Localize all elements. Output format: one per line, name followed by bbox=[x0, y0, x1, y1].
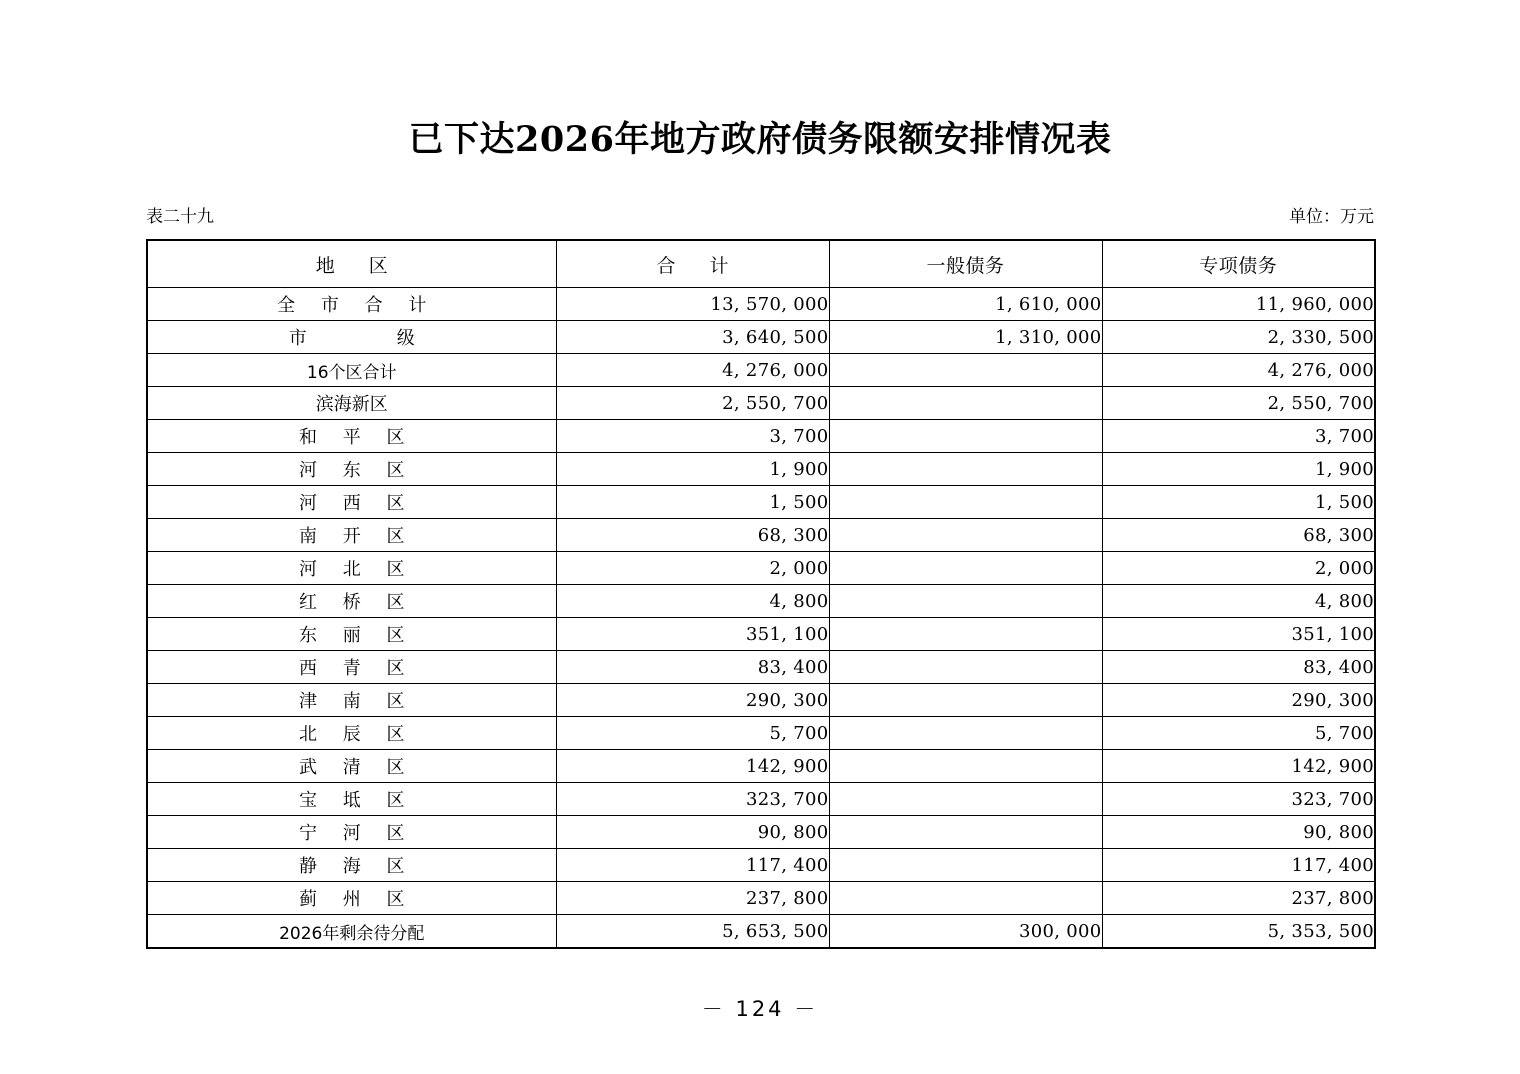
region-label: 和 平 区 bbox=[299, 427, 415, 448]
region-label: 西 青 区 bbox=[299, 658, 415, 679]
cell-general-debt: 300, 000 bbox=[829, 915, 1102, 949]
table-label: 表二十九 bbox=[146, 207, 214, 227]
cell-general-debt: 1, 310, 000 bbox=[829, 321, 1102, 354]
cell-region bbox=[147, 585, 556, 618]
table-row bbox=[147, 882, 1375, 915]
cell-special-debt: 5, 700 bbox=[1102, 717, 1375, 750]
table-row bbox=[147, 618, 1375, 651]
cell-total: 117, 400 bbox=[556, 849, 829, 882]
cell-total: 83, 400 bbox=[556, 651, 829, 684]
table-row bbox=[147, 321, 1375, 354]
cell-special-debt: 4, 276, 000 bbox=[1102, 354, 1375, 387]
cell-general-debt bbox=[829, 783, 1102, 816]
cell-general-debt bbox=[829, 750, 1102, 783]
cell-special-debt: 83, 400 bbox=[1102, 651, 1375, 684]
column-header-special-debt bbox=[1102, 240, 1375, 288]
cell-general-debt bbox=[829, 618, 1102, 651]
cell-region bbox=[147, 288, 556, 321]
region-label: 静 海 区 bbox=[299, 856, 415, 877]
region-label: 宝 坻 区 bbox=[299, 790, 415, 811]
region-label: 红 桥 区 bbox=[299, 592, 415, 613]
table-header-row bbox=[147, 240, 1375, 288]
region-label: 武 清 区 bbox=[299, 757, 415, 778]
cell-total: 3, 640, 500 bbox=[556, 321, 829, 354]
table-row bbox=[147, 387, 1375, 420]
cell-total: 90, 800 bbox=[556, 816, 829, 849]
region-label: 蓟 州 区 bbox=[299, 889, 415, 910]
page-title: 已下达2026年地方政府债务限额安排情况表 bbox=[408, 119, 1112, 160]
column-header-total bbox=[556, 240, 829, 288]
table-row bbox=[147, 750, 1375, 783]
column-header-total-label: 合 计 bbox=[656, 254, 743, 277]
table-row bbox=[147, 354, 1375, 387]
region-label: 全 市 合 计 bbox=[277, 295, 437, 316]
cell-special-debt: 2, 000 bbox=[1102, 552, 1375, 585]
cell-total: 2, 550, 700 bbox=[556, 387, 829, 420]
cell-region bbox=[147, 816, 556, 849]
region-label: 津 南 区 bbox=[299, 691, 415, 712]
cell-general-debt bbox=[829, 585, 1102, 618]
region-label: 河 北 区 bbox=[299, 559, 415, 580]
cell-general-debt bbox=[829, 717, 1102, 750]
cell-special-debt: 4, 800 bbox=[1102, 585, 1375, 618]
cell-general-debt bbox=[829, 552, 1102, 585]
debt-limit-table-container bbox=[146, 239, 1374, 949]
cell-special-debt: 290, 300 bbox=[1102, 684, 1375, 717]
cell-region bbox=[147, 486, 556, 519]
table-row bbox=[147, 651, 1375, 684]
cell-general-debt bbox=[829, 486, 1102, 519]
region-label: 16个区合计 bbox=[306, 362, 397, 383]
cell-special-debt: 117, 400 bbox=[1102, 849, 1375, 882]
table-header bbox=[147, 240, 1375, 288]
table-row bbox=[147, 849, 1375, 882]
cell-special-debt: 237, 800 bbox=[1102, 882, 1375, 915]
table-row bbox=[147, 816, 1375, 849]
cell-region bbox=[147, 783, 556, 816]
cell-region bbox=[147, 618, 556, 651]
cell-special-debt: 351, 100 bbox=[1102, 618, 1375, 651]
cell-total: 4, 800 bbox=[556, 585, 829, 618]
table-row bbox=[147, 717, 1375, 750]
table-row bbox=[147, 288, 1375, 321]
debt-limit-table bbox=[146, 239, 1376, 949]
column-header-region bbox=[147, 240, 556, 288]
cell-region bbox=[147, 453, 556, 486]
cell-general-debt bbox=[829, 354, 1102, 387]
cell-total: 4, 276, 000 bbox=[556, 354, 829, 387]
cell-general-debt bbox=[829, 420, 1102, 453]
cell-region bbox=[147, 387, 556, 420]
cell-total: 5, 700 bbox=[556, 717, 829, 750]
column-header-general-debt bbox=[829, 240, 1102, 288]
cell-general-debt bbox=[829, 684, 1102, 717]
cell-special-debt: 2, 330, 500 bbox=[1102, 321, 1375, 354]
cell-total: 1, 500 bbox=[556, 486, 829, 519]
cell-total: 5, 653, 500 bbox=[556, 915, 829, 949]
region-label: 2026年剩余待分配 bbox=[279, 923, 425, 944]
cell-special-debt: 142, 900 bbox=[1102, 750, 1375, 783]
cell-region bbox=[147, 849, 556, 882]
table-row bbox=[147, 486, 1375, 519]
cell-total: 68, 300 bbox=[556, 519, 829, 552]
table-body bbox=[147, 288, 1375, 949]
cell-region bbox=[147, 420, 556, 453]
cell-region bbox=[147, 321, 556, 354]
table-row bbox=[147, 783, 1375, 816]
cell-general-debt bbox=[829, 651, 1102, 684]
page-number: － 124 － bbox=[701, 997, 819, 1021]
cell-region bbox=[147, 519, 556, 552]
table-row bbox=[147, 684, 1375, 717]
table-row bbox=[147, 519, 1375, 552]
cell-total: 2, 000 bbox=[556, 552, 829, 585]
cell-general-debt bbox=[829, 849, 1102, 882]
region-label: 河 西 区 bbox=[299, 493, 415, 514]
cell-special-debt: 1, 900 bbox=[1102, 453, 1375, 486]
cell-total: 351, 100 bbox=[556, 618, 829, 651]
region-label: 宁 河 区 bbox=[299, 823, 415, 844]
cell-special-debt: 11, 960, 000 bbox=[1102, 288, 1375, 321]
cell-total: 13, 570, 000 bbox=[556, 288, 829, 321]
cell-region bbox=[147, 915, 556, 949]
cell-general-debt bbox=[829, 882, 1102, 915]
table-row bbox=[147, 585, 1375, 618]
column-header-region-label: 地 区 bbox=[315, 254, 402, 277]
region-label: 北 辰 区 bbox=[299, 724, 415, 745]
cell-special-debt: 5, 353, 500 bbox=[1102, 915, 1375, 949]
cell-general-debt bbox=[829, 453, 1102, 486]
region-label: 南 开 区 bbox=[299, 526, 415, 547]
column-header-general-debt-label: 一般债务 bbox=[926, 254, 1005, 277]
table-row bbox=[147, 915, 1375, 949]
cell-special-debt: 323, 700 bbox=[1102, 783, 1375, 816]
table-row bbox=[147, 420, 1375, 453]
cell-region bbox=[147, 552, 556, 585]
unit-note: 单位：万元 bbox=[1289, 207, 1374, 227]
cell-general-debt bbox=[829, 816, 1102, 849]
cell-total: 237, 800 bbox=[556, 882, 829, 915]
region-label: 河 东 区 bbox=[299, 460, 415, 481]
cell-special-debt: 90, 800 bbox=[1102, 816, 1375, 849]
cell-region bbox=[147, 651, 556, 684]
cell-region bbox=[147, 882, 556, 915]
cell-special-debt: 3, 700 bbox=[1102, 420, 1375, 453]
cell-total: 323, 700 bbox=[556, 783, 829, 816]
cell-region bbox=[147, 717, 556, 750]
table-row bbox=[147, 453, 1375, 486]
caption-row bbox=[146, 206, 1374, 228]
cell-general-debt bbox=[829, 519, 1102, 552]
column-header-special-debt-label: 专项债务 bbox=[1199, 254, 1278, 277]
cell-total: 3, 700 bbox=[556, 420, 829, 453]
cell-total: 1, 900 bbox=[556, 453, 829, 486]
cell-region bbox=[147, 684, 556, 717]
region-label: 市 级 bbox=[288, 328, 433, 349]
cell-special-debt: 1, 500 bbox=[1102, 486, 1375, 519]
cell-total: 290, 300 bbox=[556, 684, 829, 717]
cell-region bbox=[147, 354, 556, 387]
cell-special-debt: 68, 300 bbox=[1102, 519, 1375, 552]
cell-special-debt: 2, 550, 700 bbox=[1102, 387, 1375, 420]
cell-general-debt: 1, 610, 000 bbox=[829, 288, 1102, 321]
table-row bbox=[147, 552, 1375, 585]
cell-general-debt bbox=[829, 387, 1102, 420]
region-label: 滨海新区 bbox=[315, 394, 388, 415]
cell-total: 142, 900 bbox=[556, 750, 829, 783]
cell-region bbox=[147, 750, 556, 783]
region-label: 东 丽 区 bbox=[299, 625, 415, 646]
